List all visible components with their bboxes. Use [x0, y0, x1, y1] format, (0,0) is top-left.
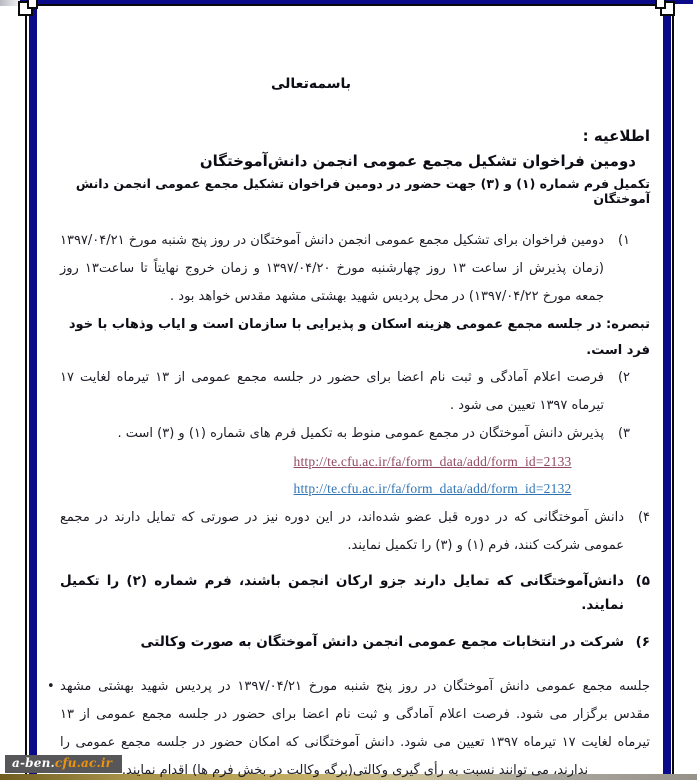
frame-left-outer-rule [25, 4, 27, 774]
list-item-6 [60, 630, 650, 654]
list-item-3 [60, 420, 650, 448]
list-item-1-text: دومین فراخوان برای تشکیل مجمع عمومی انجمن دانش آموختگان در روز پنج شنبه مورخ ۱۳۹۷/۰۴/۲۱ (زمان پذیرش از ساعت ۱۳ روز چهارشنبه مورخ ۱۳۹۷/۰۴/۲۰ و زمان خروج نهایتاً تا ساعت۱۳ روز جمعه مورخ ۱۳۹۷/۰۴/۲۲) در محل پردیس شهید بهشتی مشهد مقدس خواهد بود . [59, 233, 605, 304]
page-subtitle: تکمیل فرم شماره (۱) و (۳) جهت حضور در دومین فراخوان تشکیل مجمع عمومی انجمن دانش آموختگان [75, 176, 650, 206]
site-watermark-domain: cfu.ac.ir [54, 756, 113, 770]
list-item-5-number: ۵) [635, 573, 650, 589]
list-item-3-text: پذیرش دانش آموختگان در مجمع عمومی منوط به تکمیل فرم های شماره (۱) و (۳) است . [117, 426, 604, 441]
frame-right-rule [663, 3, 671, 774]
list-item-4-text: دانش آموختگانی که در دوره قبل عضو شده‌اند، در این دوره نیز در صورتی که تمایل دارند در مجمع عمومی شرکت کنند، فرم (۱) و (۳) را تکمیل نمایند. [60, 510, 624, 553]
list-item-4 [60, 504, 650, 560]
numbered-list [47, 227, 650, 781]
list-item-5-text: دانش‌آموختگانی که تمایل دارند جزو ارکان انجمن باشند، فرم شماره (۲) را تکمیل نمایند. [60, 573, 624, 613]
document-content [47, 0, 650, 781]
site-watermark [5, 755, 122, 773]
frame-right-outer-rule [672, 4, 674, 774]
list-item-2 [60, 364, 650, 420]
list-item-3-number: ۳) [617, 426, 630, 441]
list-item-5 [60, 569, 650, 617]
corner-ornament-top-right [652, 0, 676, 15]
site-watermark-prefix: a-ben. [12, 756, 55, 770]
form-link-2132[interactable]: http://te.cfu.ac.ir/fa/form_data/add/form_id=2132 [293, 481, 572, 496]
list-item-2-text: فرصت اعلام آمادگی و ثبت نام اعضا برای حضور در جلسه مجمع عمومی از ۱۳ تیرماه لغایت ۱۷ تیرماه ۱۳۹۷ تعیین می شود . [60, 370, 604, 413]
page-title: دومین فراخوان تشکیل مجمع عمومی انجمن دانش‌آموختگان [199, 152, 636, 170]
list-item-1 [60, 227, 650, 311]
notice-label: اطلاعیه : [582, 127, 650, 145]
bullet-icon: • [47, 679, 55, 694]
form-links [60, 449, 650, 503]
list-item-4-number: ۴) [637, 510, 650, 525]
form-link-2133[interactable]: http://te.cfu.ac.ir/fa/form_data/add/form_id=2133 [293, 454, 572, 469]
list-item-2-number: ۲) [617, 370, 630, 385]
frame-left-rule [29, 3, 37, 774]
note-line: تبصره: در جلسه مجمع عمومی هزینه اسکان و پذیرایی با سازمان است و ایاب وذهاب با خود فرد است. [68, 317, 650, 358]
closing-paragraph [47, 673, 650, 781]
list-item-6-text: شرکت در انتخابات مجمع عمومی انجمن دانش آموختگان به صورت وکالتی [140, 634, 624, 650]
closing-paragraph-text: جلسه مجمع عمومی دانش آموختگان در روز پنج شنبه مورخ ۱۳۹۷/۰۴/۲۱ در پردیس شهید بهشتی مشهد مقدس برگزار می شود. فرصت اعلام آمادگی و ثبت نام اعضا برای حضور در جلسه مجمع عمومی از ۱۳ تیرماه لغایت ۱۷ تیرماه ۱۳۹۷ تعیین می شود. دانش آموختگانی که امکان حضور در جلسه مجمع عمومی را ندارند، می توانند نسبت به رأی گیری وکالتی(برگه وکالت در بخش فرم ها) اقدام نمایند. [60, 679, 650, 778]
list-item-6-number: ۶) [635, 634, 650, 650]
corner-ornament-top-left [17, 0, 41, 15]
bismillah-heading: باسمه‌تعالی [271, 76, 351, 92]
list-item-1-number: ۱) [617, 233, 630, 248]
